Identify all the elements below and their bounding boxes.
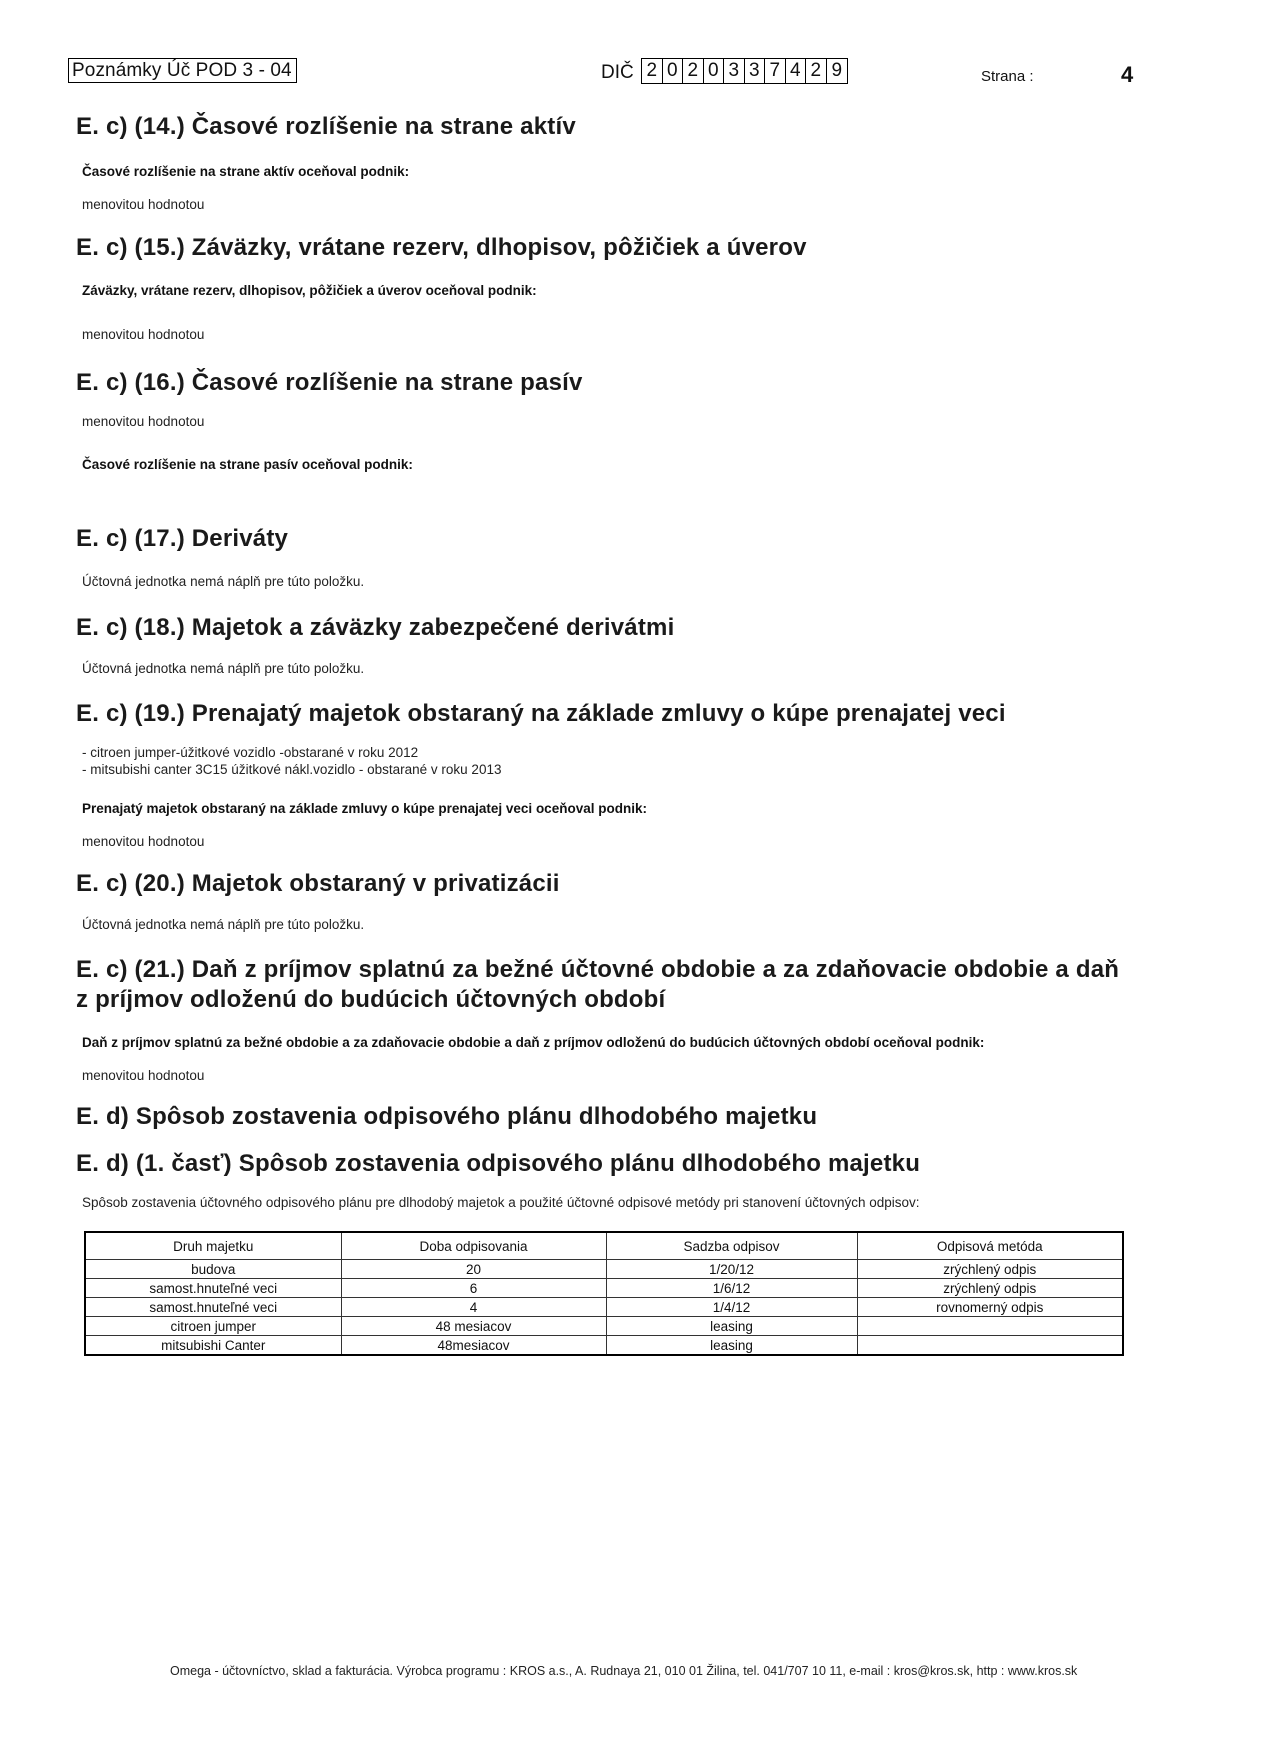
table-row — [85, 1336, 1123, 1356]
section-heading-15: E. c) (15.) Záväzky, vrátane rezerv, dlhopisov, pôžičiek a úverov — [76, 234, 807, 261]
table-cell: 48mesiacov — [341, 1336, 606, 1356]
section-heading-14: E. c) (14.) Časové rozlíšenie na strane aktív — [76, 113, 576, 140]
section-text-18: Účtovná jednotka nemá náplň pre túto položku. — [82, 661, 365, 676]
dic-label: DIČ — [601, 62, 634, 83]
dic-digit: 2 — [683, 59, 704, 83]
table-row — [85, 1317, 1123, 1336]
section-text-d1: Spôsob zostavenia účtovného odpisového plánu pre dlhodobý majetok a použité účtovné odpisové metódy pri stanovení účtovných odpisov: — [82, 1195, 920, 1210]
section-heading-21: E. c) (21.) Daň z príjmov splatnú za bežné účtovné obdobie a za zdaňovacie obdobie a daň z príjmov odloženú do budúcich účtovných období — [76, 956, 1120, 1013]
dic-digit: 9 — [831, 60, 843, 81]
section-value-16: menovitou hodnotou — [82, 414, 205, 429]
table-row — [85, 1279, 1123, 1298]
page-number: 4 — [1121, 62, 1134, 87]
table-cell: leasing — [606, 1336, 857, 1356]
table-cell — [857, 1336, 1123, 1356]
column-header: Sadzba odpisov — [606, 1232, 857, 1260]
dic-digit: 0 — [704, 59, 725, 83]
section-heading-d: E. d) Spôsob zostavenia odpisového plánu dlhodobého majetku — [76, 1103, 818, 1130]
page-label: Strana : — [981, 68, 1034, 85]
table-cell: 4 — [341, 1298, 606, 1317]
table-cell: samost.hnuteľné veci — [85, 1279, 341, 1298]
dic-digit: 0 — [663, 59, 684, 83]
section-value-14: menovitou hodnotou — [82, 197, 205, 212]
depreciation-table — [84, 1231, 1124, 1356]
section-heading-19: E. c) (19.) Prenajatý majetok obstaraný na základe zmluvy o kúpe prenajatej veci — [76, 700, 1006, 727]
section-heading-17: E. c) (17.) Deriváty — [76, 525, 289, 552]
section-label-14: Časové rozlíšenie na strane aktív oceňoval podnik: — [82, 164, 410, 179]
section-line-19a: - citroen jumper-úžitkové vozidlo -obstarané v roku 2012 — [82, 745, 419, 760]
section-line-19b: - mitsubishi canter 3C15 úžitkové nákl.vozidlo - obstarané v roku 2013 — [82, 762, 502, 777]
section-heading-18: E. c) (18.) Majetok a záväzky zabezpečené derivátmi — [76, 614, 675, 641]
form-id: Poznámky Úč POD 3 - 04 — [68, 58, 297, 83]
table-cell — [857, 1317, 1123, 1336]
dic-digit: 3 — [745, 59, 766, 83]
dic-digit: 2 — [642, 59, 663, 83]
section-text-20: Účtovná jednotka nemá náplň pre túto položku. — [82, 917, 365, 932]
section-heading-d1: E. d) (1. časť) Spôsob zostavenia odpisového plánu dlhodobého majetku — [76, 1150, 921, 1177]
dic-number — [641, 58, 848, 84]
section-label-19: Prenajatý majetok obstaraný na základe zmluvy o kúpe prenajatej veci oceňoval podnik: — [82, 801, 647, 816]
section-value-19: menovitou hodnotou — [82, 834, 205, 849]
table-cell: 48 mesiacov — [341, 1317, 606, 1336]
table-cell: 1/20/12 — [606, 1260, 857, 1279]
footer-text: Omega - účtovníctvo, sklad a fakturácia. Výrobca programu : KROS a.s., A. Rudnaya 21, 010 01 Žilina, tel. 041/707 10 11, e-mail : kros@kros.sk, http : www.kros.sk — [170, 1664, 1078, 1678]
table-row — [85, 1298, 1123, 1317]
table-cell: budova — [85, 1260, 341, 1279]
column-header: Doba odpisovania — [341, 1232, 606, 1260]
column-header: Odpisová metóda — [857, 1232, 1123, 1260]
section-value-21: menovitou hodnotou — [82, 1068, 205, 1083]
section-heading-16: E. c) (16.) Časové rozlíšenie na strane pasív — [76, 369, 583, 396]
section-text-17: Účtovná jednotka nemá náplň pre túto položku. — [82, 574, 365, 589]
dic-digit: 7 — [765, 59, 786, 83]
table-header-row — [85, 1232, 1123, 1260]
table-cell: 1/4/12 — [606, 1298, 857, 1317]
table-cell: citroen jumper — [85, 1317, 341, 1336]
dic-digit: 2 — [806, 59, 827, 83]
section-label-15: Záväzky, vrátane rezerv, dlhopisov, pôžičiek a úverov oceňoval podnik: — [82, 283, 537, 298]
table-row — [85, 1260, 1123, 1279]
dic-digit: 3 — [724, 59, 745, 83]
section-value-15: menovitou hodnotou — [82, 327, 205, 342]
table-cell: leasing — [606, 1317, 857, 1336]
table-cell: rovnomerný odpis — [857, 1298, 1123, 1317]
table-cell: 6 — [341, 1279, 606, 1298]
column-header: Druh majetku — [85, 1232, 341, 1260]
section-label-16: Časové rozlíšenie na strane pasív oceňoval podnik: — [82, 457, 413, 472]
section-label-21: Daň z príjmov splatnú za bežné obdobie a za zdaňovacie obdobie a daň z príjmov odloženú do budúcich účtovných období oceňoval podnik: — [82, 1035, 985, 1050]
table-cell: 1/6/12 — [606, 1279, 857, 1298]
table-cell: mitsubishi Canter — [85, 1336, 341, 1356]
section-heading-20: E. c) (20.) Majetok obstaraný v privatizácii — [76, 870, 560, 897]
table-cell: zrýchlený odpis — [857, 1279, 1123, 1298]
dic-digit: 4 — [786, 59, 807, 83]
table-cell: samost.hnuteľné veci — [85, 1298, 341, 1317]
table-cell: zrýchlený odpis — [857, 1260, 1123, 1279]
table-cell: 20 — [341, 1260, 606, 1279]
